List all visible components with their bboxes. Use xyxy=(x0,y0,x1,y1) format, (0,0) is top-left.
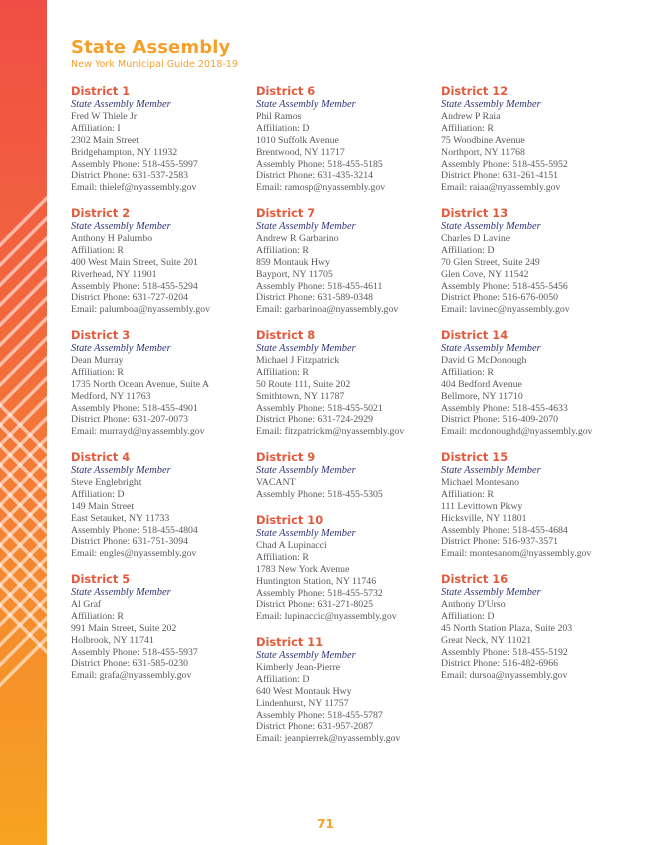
member-name: Andrew P Raia xyxy=(441,110,501,122)
address-line-2: Lindenhurst, NY 11757 xyxy=(256,697,349,709)
address-line-2: Huntington Station, NY 11746 xyxy=(256,575,377,587)
district-heading: District 15 xyxy=(441,450,509,464)
member-affiliation: Affiliation: R xyxy=(71,244,124,256)
email: Email: fitzpatrickm@nyassembly.gov xyxy=(256,426,405,438)
address-line-2: Hicksville, NY 11801 xyxy=(441,512,527,524)
address-line-1: 2302 Main Street xyxy=(71,134,140,146)
email: Email: montesanom@nyassembly.gov xyxy=(441,548,592,560)
address-line-1: 45 North Station Plaza, Suite 203 xyxy=(441,622,573,634)
directory-column-2 xyxy=(256,84,434,757)
address-line-1: 70 Glen Street, Suite 249 xyxy=(441,256,540,268)
district-heading: District 2 xyxy=(71,206,131,220)
assembly-phone: Assembly Phone: 518-455-4804 xyxy=(71,524,198,536)
district-heading: District 16 xyxy=(441,572,509,586)
district-heading: District 13 xyxy=(441,206,509,220)
member-name: Andrew R Garbarino xyxy=(256,232,339,244)
assembly-phone: Assembly Phone: 518-455-5997 xyxy=(71,158,198,170)
address-line-2: Smithtown, NY 11787 xyxy=(256,390,345,402)
email: Email: engles@nyassembly.gov xyxy=(71,548,197,560)
address-line-1: 640 West Montauk Hwy xyxy=(256,685,352,697)
email: Email: mcdonoughd@nyassembly.gov xyxy=(441,426,593,438)
email: Email: jeanpierrek@nyassembly.gov xyxy=(256,733,401,745)
member-name: Michael Montesano xyxy=(441,476,520,488)
address-line-1: 400 West Main Street, Suite 201 xyxy=(71,256,198,268)
address-line-1: 149 Main Street xyxy=(71,500,135,512)
member-name: Michael J Fitzpatrick xyxy=(256,354,340,366)
address-line-1: 1735 North Ocean Avenue, Suite A xyxy=(71,378,210,390)
member-role: State Assembly Member xyxy=(71,465,171,476)
district-phone: District Phone: 631-207-0073 xyxy=(71,414,189,426)
district-entry xyxy=(71,84,249,206)
member-affiliation: Affiliation: D xyxy=(256,673,310,685)
address-line-2: Medford, NY 11763 xyxy=(71,390,151,402)
address-line-2: Riverhead, NY 11901 xyxy=(71,268,157,280)
email: Email: palumboa@nyassembly.gov xyxy=(71,304,210,316)
member-role: State Assembly Member xyxy=(441,343,541,354)
page-subtitle: New York Municipal Guide 2018-19 xyxy=(71,59,239,70)
district-heading: District 11 xyxy=(256,635,324,649)
member-affiliation: Affiliation: I xyxy=(71,122,121,134)
address-line-2: Brentwood, NY 11717 xyxy=(256,146,345,158)
member-affiliation: Affiliation: R xyxy=(441,122,494,134)
district-heading: District 9 xyxy=(256,450,316,464)
district-heading: District 1 xyxy=(71,84,131,98)
assembly-phone: Assembly Phone: 518-455-5732 xyxy=(256,587,383,599)
email: Email: thielef@nyassembly.gov xyxy=(71,182,197,194)
member-affiliation: Affiliation: R xyxy=(441,366,494,378)
member-name: Dean Murray xyxy=(71,354,124,366)
district-heading: District 5 xyxy=(71,572,131,586)
email: Email: lavinec@nyassembly.gov xyxy=(441,304,570,316)
member-name: Chad A Lupinacci xyxy=(256,539,327,551)
district-phone: District Phone: 631-585-0230 xyxy=(71,658,189,670)
district-entry xyxy=(256,206,434,328)
address-line-2: Bellmore, NY 11710 xyxy=(441,390,523,402)
member-name: David G McDonough xyxy=(441,354,527,366)
district-heading: District 6 xyxy=(256,84,316,98)
member-name: Fred W Thiele Jr xyxy=(71,110,138,122)
address-line-1: 404 Bedford Avenue xyxy=(441,378,522,390)
member-name: Kimberly Jean-Pierre xyxy=(256,661,341,673)
district-entry xyxy=(256,84,434,206)
district-entry xyxy=(256,450,434,513)
district-heading: District 4 xyxy=(71,450,131,464)
assembly-phone: Assembly Phone: 518-455-5952 xyxy=(441,158,568,170)
assembly-phone: Assembly Phone: 518-455-5021 xyxy=(256,402,383,414)
member-affiliation: Affiliation: R xyxy=(71,366,124,378)
member-role: State Assembly Member xyxy=(71,343,171,354)
assembly-phone: Assembly Phone: 518-455-5787 xyxy=(256,709,383,721)
email: Email: lupinaccic@nyassembly.gov xyxy=(256,611,397,623)
member-name: Steve Englebright xyxy=(71,476,142,488)
member-affiliation: Affiliation: D xyxy=(441,244,495,256)
address-line-1: 859 Montauk Hwy xyxy=(256,256,331,268)
district-phone: District Phone: 631-435-3214 xyxy=(256,170,374,182)
district-entry xyxy=(441,450,619,572)
district-phone: District Phone: 516-409-2070 xyxy=(441,414,559,426)
member-affiliation: Affiliation: R xyxy=(256,244,309,256)
email: Email: raiaa@nyassembly.gov xyxy=(441,182,561,194)
member-role: State Assembly Member xyxy=(256,221,356,232)
assembly-phone: Assembly Phone: 518-455-4611 xyxy=(256,280,383,292)
member-role: State Assembly Member xyxy=(441,587,541,598)
district-phone: District Phone: 631-589-0348 xyxy=(256,292,374,304)
email: Email: ramosp@nyassembly.gov xyxy=(256,182,386,194)
member-role: State Assembly Member xyxy=(441,221,541,232)
member-name: Phil Ramos xyxy=(256,110,302,122)
district-phone: District Phone: 516-482-6966 xyxy=(441,658,559,670)
member-affiliation: Affiliation: R xyxy=(71,610,124,622)
member-role: State Assembly Member xyxy=(256,465,356,476)
page-number: 71 xyxy=(317,817,334,831)
district-phone: District Phone: 631-537-2583 xyxy=(71,170,189,182)
assembly-phone: Assembly Phone: 518-455-5185 xyxy=(256,158,383,170)
address-line-2: Holbrook, NY 11741 xyxy=(71,634,154,646)
district-entry xyxy=(256,513,434,635)
address-line-2: Bayport, NY 11705 xyxy=(256,268,333,280)
member-affiliation: Affiliation: D xyxy=(441,610,495,622)
district-phone: District Phone: 631-957-2087 xyxy=(256,721,374,733)
district-entry xyxy=(71,206,249,328)
district-entry xyxy=(441,328,619,450)
page-header xyxy=(71,37,238,70)
assembly-phone: Assembly Phone: 518-455-5294 xyxy=(71,280,198,292)
assembly-phone: Assembly Phone: 518-455-5456 xyxy=(441,280,568,292)
member-role: State Assembly Member xyxy=(71,587,171,598)
assembly-phone: Assembly Phone: 518-455-4901 xyxy=(71,402,198,414)
member-affiliation: Affiliation: D xyxy=(256,122,310,134)
district-heading: District 14 xyxy=(441,328,509,342)
district-heading: District 3 xyxy=(71,328,131,342)
member-name: Anthony H Palumbo xyxy=(71,232,153,244)
member-name: Anthony D'Urso xyxy=(441,598,506,610)
assembly-phone: Assembly Phone: 518-455-4684 xyxy=(441,524,568,536)
address-line-1: 1010 Suffolk Avenue xyxy=(256,134,339,146)
district-entry xyxy=(71,450,249,572)
email: Email: grafa@nyassembly.gov xyxy=(71,670,192,682)
member-role: State Assembly Member xyxy=(256,99,356,110)
member-name: VACANT xyxy=(256,476,296,488)
address-line-2: Great Neck, NY 11021 xyxy=(441,634,532,646)
district-entry xyxy=(71,572,249,694)
member-name: Charles D Lavine xyxy=(441,232,511,244)
member-role: State Assembly Member xyxy=(71,221,171,232)
member-role: State Assembly Member xyxy=(441,465,541,476)
district-entry xyxy=(441,206,619,328)
district-phone: District Phone: 516-676-0050 xyxy=(441,292,559,304)
district-phone: District Phone: 631-727-0204 xyxy=(71,292,189,304)
district-phone: District Phone: 631-724-2929 xyxy=(256,414,374,426)
district-heading: District 12 xyxy=(441,84,509,98)
email: Email: dursoa@nyassembly.gov xyxy=(441,670,568,682)
member-role: State Assembly Member xyxy=(71,99,171,110)
address-line-2: Northport, NY 11768 xyxy=(441,146,525,158)
district-entry xyxy=(441,84,619,206)
assembly-phone: Assembly Phone: 518-455-5305 xyxy=(256,488,383,500)
district-phone: District Phone: 631-271-8025 xyxy=(256,599,374,611)
member-affiliation: Affiliation: R xyxy=(256,366,309,378)
member-role: State Assembly Member xyxy=(441,99,541,110)
directory-column-1 xyxy=(71,84,249,694)
member-role: State Assembly Member xyxy=(256,343,356,354)
district-entry xyxy=(71,328,249,450)
assembly-phone: Assembly Phone: 518-455-4633 xyxy=(441,402,568,414)
district-heading: District 7 xyxy=(256,206,316,220)
address-line-2: Glen Cove, NY 11542 xyxy=(441,268,529,280)
directory-column-3 xyxy=(441,84,619,694)
district-phone: District Phone: 631-261-4151 xyxy=(441,170,559,182)
member-affiliation: Affiliation: D xyxy=(71,488,125,500)
address-line-1: 111 Levittown Pkwy xyxy=(441,500,523,512)
page-title: State Assembly xyxy=(71,37,231,58)
district-phone: District Phone: 631-751-3094 xyxy=(71,536,189,548)
member-affiliation: Affiliation: R xyxy=(256,551,309,563)
member-affiliation: Affiliation: R xyxy=(441,488,494,500)
email: Email: garbarinoa@nyassembly.gov xyxy=(256,304,399,316)
district-heading: District 10 xyxy=(256,513,324,527)
district-entry xyxy=(256,328,434,450)
member-role: State Assembly Member xyxy=(256,528,356,539)
address-line-1: 1783 New York Avenue xyxy=(256,563,350,575)
district-entry xyxy=(441,572,619,694)
assembly-phone: Assembly Phone: 518-455-5937 xyxy=(71,646,198,658)
district-phone: District Phone: 516-937-3571 xyxy=(441,536,559,548)
district-entry xyxy=(256,635,434,757)
side-band-pattern xyxy=(0,0,47,845)
decorative-side-band xyxy=(0,0,47,845)
address-line-2: Bridgehampton, NY 11932 xyxy=(71,146,178,158)
member-role: State Assembly Member xyxy=(256,650,356,661)
assembly-phone: Assembly Phone: 518-455-5192 xyxy=(441,646,568,658)
member-name: Al Graf xyxy=(71,598,102,610)
email: Email: murrayd@nyassembly.gov xyxy=(71,426,205,438)
address-line-1: 50 Route 111, Suite 202 xyxy=(256,378,351,390)
address-line-2: East Setauket, NY 11733 xyxy=(71,512,170,524)
address-line-1: 991 Main Street, Suite 202 xyxy=(71,622,177,634)
address-line-1: 75 Woodbine Avenue xyxy=(441,134,525,146)
district-heading: District 8 xyxy=(256,328,316,342)
